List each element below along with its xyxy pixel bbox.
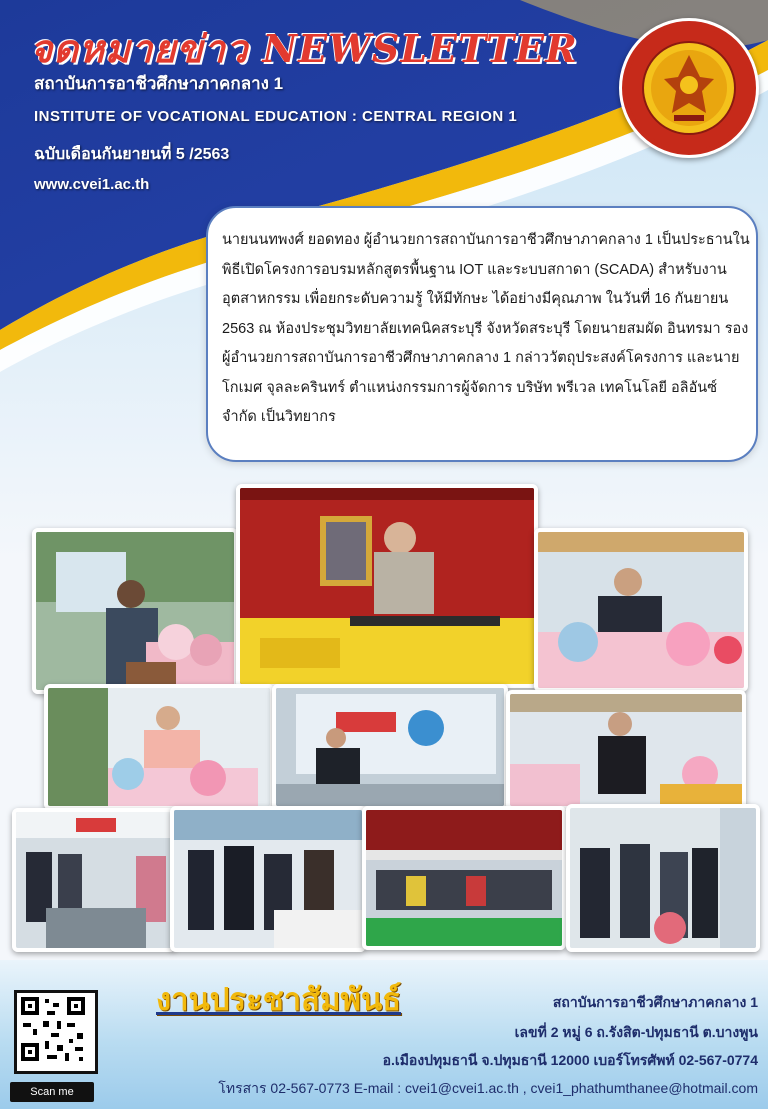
scan-me-label: Scan me bbox=[10, 1082, 94, 1102]
pr-department-label: งานประชาสัมพันธ์ bbox=[156, 982, 402, 1018]
photo-speaker-podium bbox=[44, 684, 274, 810]
address-line-1: สถาบันการอาชีวศึกษาภาคกลาง 1 bbox=[552, 994, 758, 1010]
photo-group-equipment bbox=[12, 808, 176, 952]
address-line-3: อ.เมืองปทุมธานี จ.ปทุมธานี 12000 เบอร์โทรศัพท์ 02-567-0774 bbox=[382, 1052, 758, 1068]
org-name-english: INSTITUTE OF VOCATIONAL EDUCATION : CENTRAL REGION 1 bbox=[34, 108, 518, 125]
photo-chairman-desk bbox=[236, 484, 538, 688]
photo-presenter-woman bbox=[506, 690, 746, 810]
website-link[interactable]: www.cvei1.ac.th bbox=[34, 176, 150, 193]
photo-presenter-screen bbox=[272, 684, 508, 810]
photo-speaker-right bbox=[534, 528, 748, 692]
issue-label: ฉบับเดือนกันยายนที่ 5 /2563 bbox=[34, 146, 230, 163]
contact-line: โทรสาร 02-567-0773 E-mail : cvei1@cvei1.ac.th , cvei1_phathumthanee@hotmail.com bbox=[218, 1080, 758, 1096]
institute-seal-logo bbox=[619, 18, 759, 158]
qr-code[interactable] bbox=[14, 990, 98, 1074]
article-text: นายนนทพงศ์ ยอดทอง ผู้อำนวยการสถาบันการอาชีวศึกษาภาคกลาง 1 เป็นประธานในพิธีเปิดโครงการอบรมหลักสูตรพื้นฐาน IOT และระบบสกาดา (SCADA) สำหรับงานอุตสาหกรรม เพื่อยกระดับความรู้ ให้มีทักษะ ได้อย่างมีคุณภาพ ในวันที่ 16 กันยายน 2563 ณ ห้องประชุมวิทยาลัยเทคนิคสระบุรี จังหวัดสระบุรี โดยนายสมผัด อินทรมา รองผู้อำนวยการสถาบันการอาชีวศึกษาภาคกลาง 1 กล่าววัตถุประสงค์โครงการ และนายโกเมศ จุลละครินทร์ ตำแหน่งกรรมการผู้จัดการ บริษัท พรีเวล เทคโนโลยี อลิอันซ์ จำกัด เป็นวิทยากร bbox=[222, 232, 750, 425]
photo-group-visit bbox=[170, 806, 366, 952]
org-name-thai: สถาบันการอาชีวศึกษาภาคกลาง 1 bbox=[34, 74, 284, 93]
newsletter-title: จดหมายข่าว NEWSLETTER bbox=[30, 26, 578, 71]
photo-speaker-left bbox=[32, 528, 238, 694]
photo-group-stage bbox=[362, 806, 566, 950]
photo-group-demo bbox=[566, 804, 760, 952]
article-box bbox=[206, 206, 758, 462]
qr-code-icon bbox=[17, 993, 89, 1065]
institute-seal-icon bbox=[622, 21, 756, 155]
address-line-2: เลขที่ 2 หมู่ 6 ถ.รังสิต-ปทุมธานี ต.บางพูน bbox=[514, 1024, 758, 1040]
